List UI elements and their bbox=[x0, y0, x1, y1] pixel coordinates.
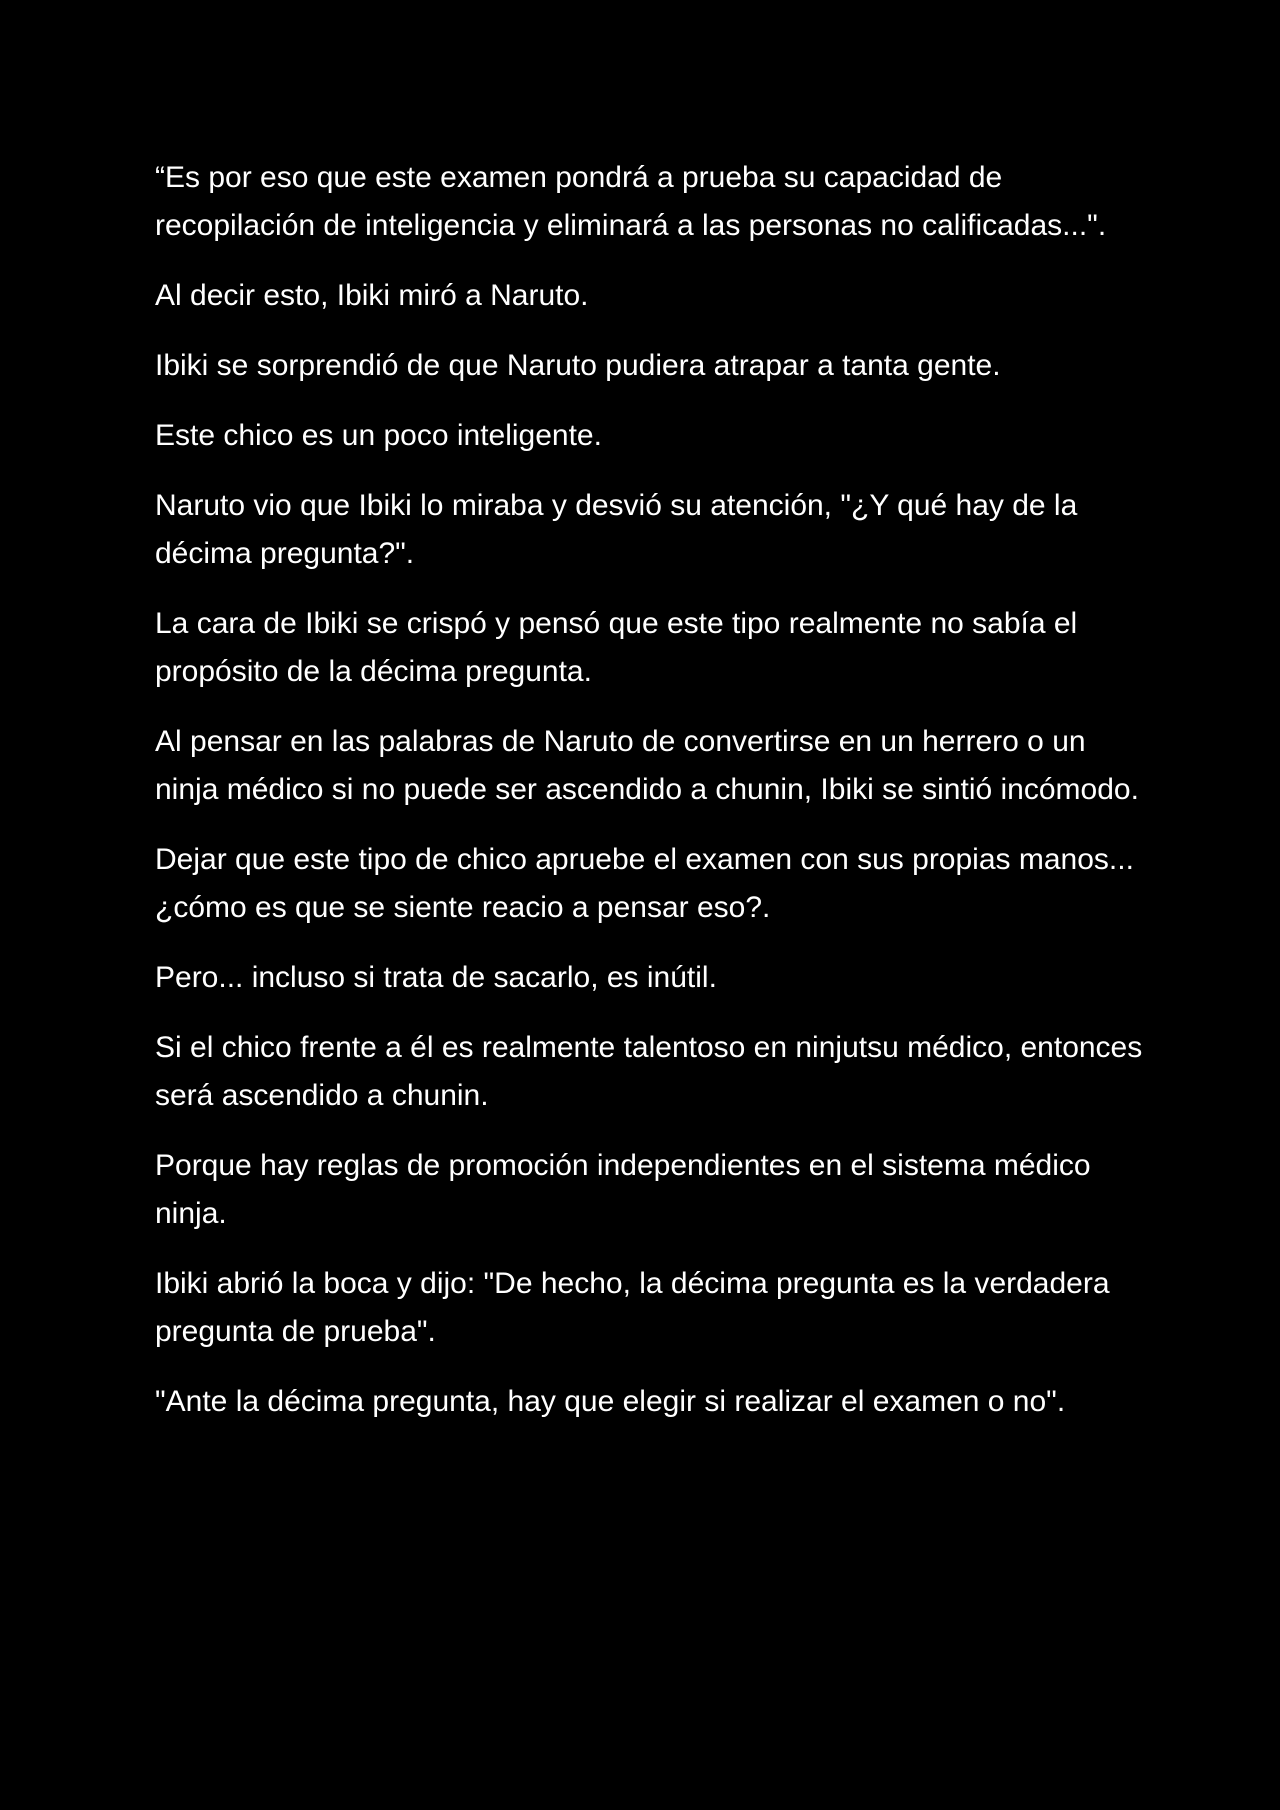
paragraph: Al decir esto, Ibiki miró a Naruto. bbox=[155, 279, 589, 312]
paragraph: Este chico es un poco inteligente. bbox=[155, 419, 602, 452]
paragraph: Al pensar en las palabras de Naruto de convertirse en un herrero o un ninja médico si no puede ser ascendido a chunin, Ibiki se sintió incómodo. bbox=[155, 725, 1139, 806]
paragraph: Pero... incluso si trata de sacarlo, es inútil. bbox=[155, 961, 717, 994]
paragraph: La cara de Ibiki se crispó y pensó que este tipo realmente no sabía el propósito de la décima pregunta. bbox=[155, 607, 1078, 688]
paragraph: Si el chico frente a él es realmente talentoso en ninjutsu médico, entonces será ascendido a chunin. bbox=[155, 1031, 1143, 1112]
paragraph: Ibiki abrió la boca y dijo: "De hecho, la décima pregunta es la verdadera pregunta de prueba". bbox=[155, 1267, 1110, 1348]
paragraph: Porque hay reglas de promoción independientes en el sistema médico ninja. bbox=[155, 1149, 1091, 1230]
paragraph: Naruto vio que Ibiki lo miraba y desvió su atención, "¿Y qué hay de la décima pregunta?". bbox=[155, 489, 1078, 570]
paragraph: “Es por eso que este examen pondrá a prueba su capacidad de recopilación de inteligencia y eliminará a las personas no calificadas...". bbox=[155, 161, 1107, 242]
story-text bbox=[155, 154, 1145, 1448]
paragraph: Ibiki se sorprendió de que Naruto pudiera atrapar a tanta gente. bbox=[155, 349, 1001, 382]
paragraph: "Ante la décima pregunta, hay que elegir si realizar el examen o no". bbox=[155, 1385, 1066, 1418]
paragraph: Dejar que este tipo de chico apruebe el examen con sus propias manos... ¿cómo es que se siente reacio a pensar eso?. bbox=[155, 843, 1134, 924]
